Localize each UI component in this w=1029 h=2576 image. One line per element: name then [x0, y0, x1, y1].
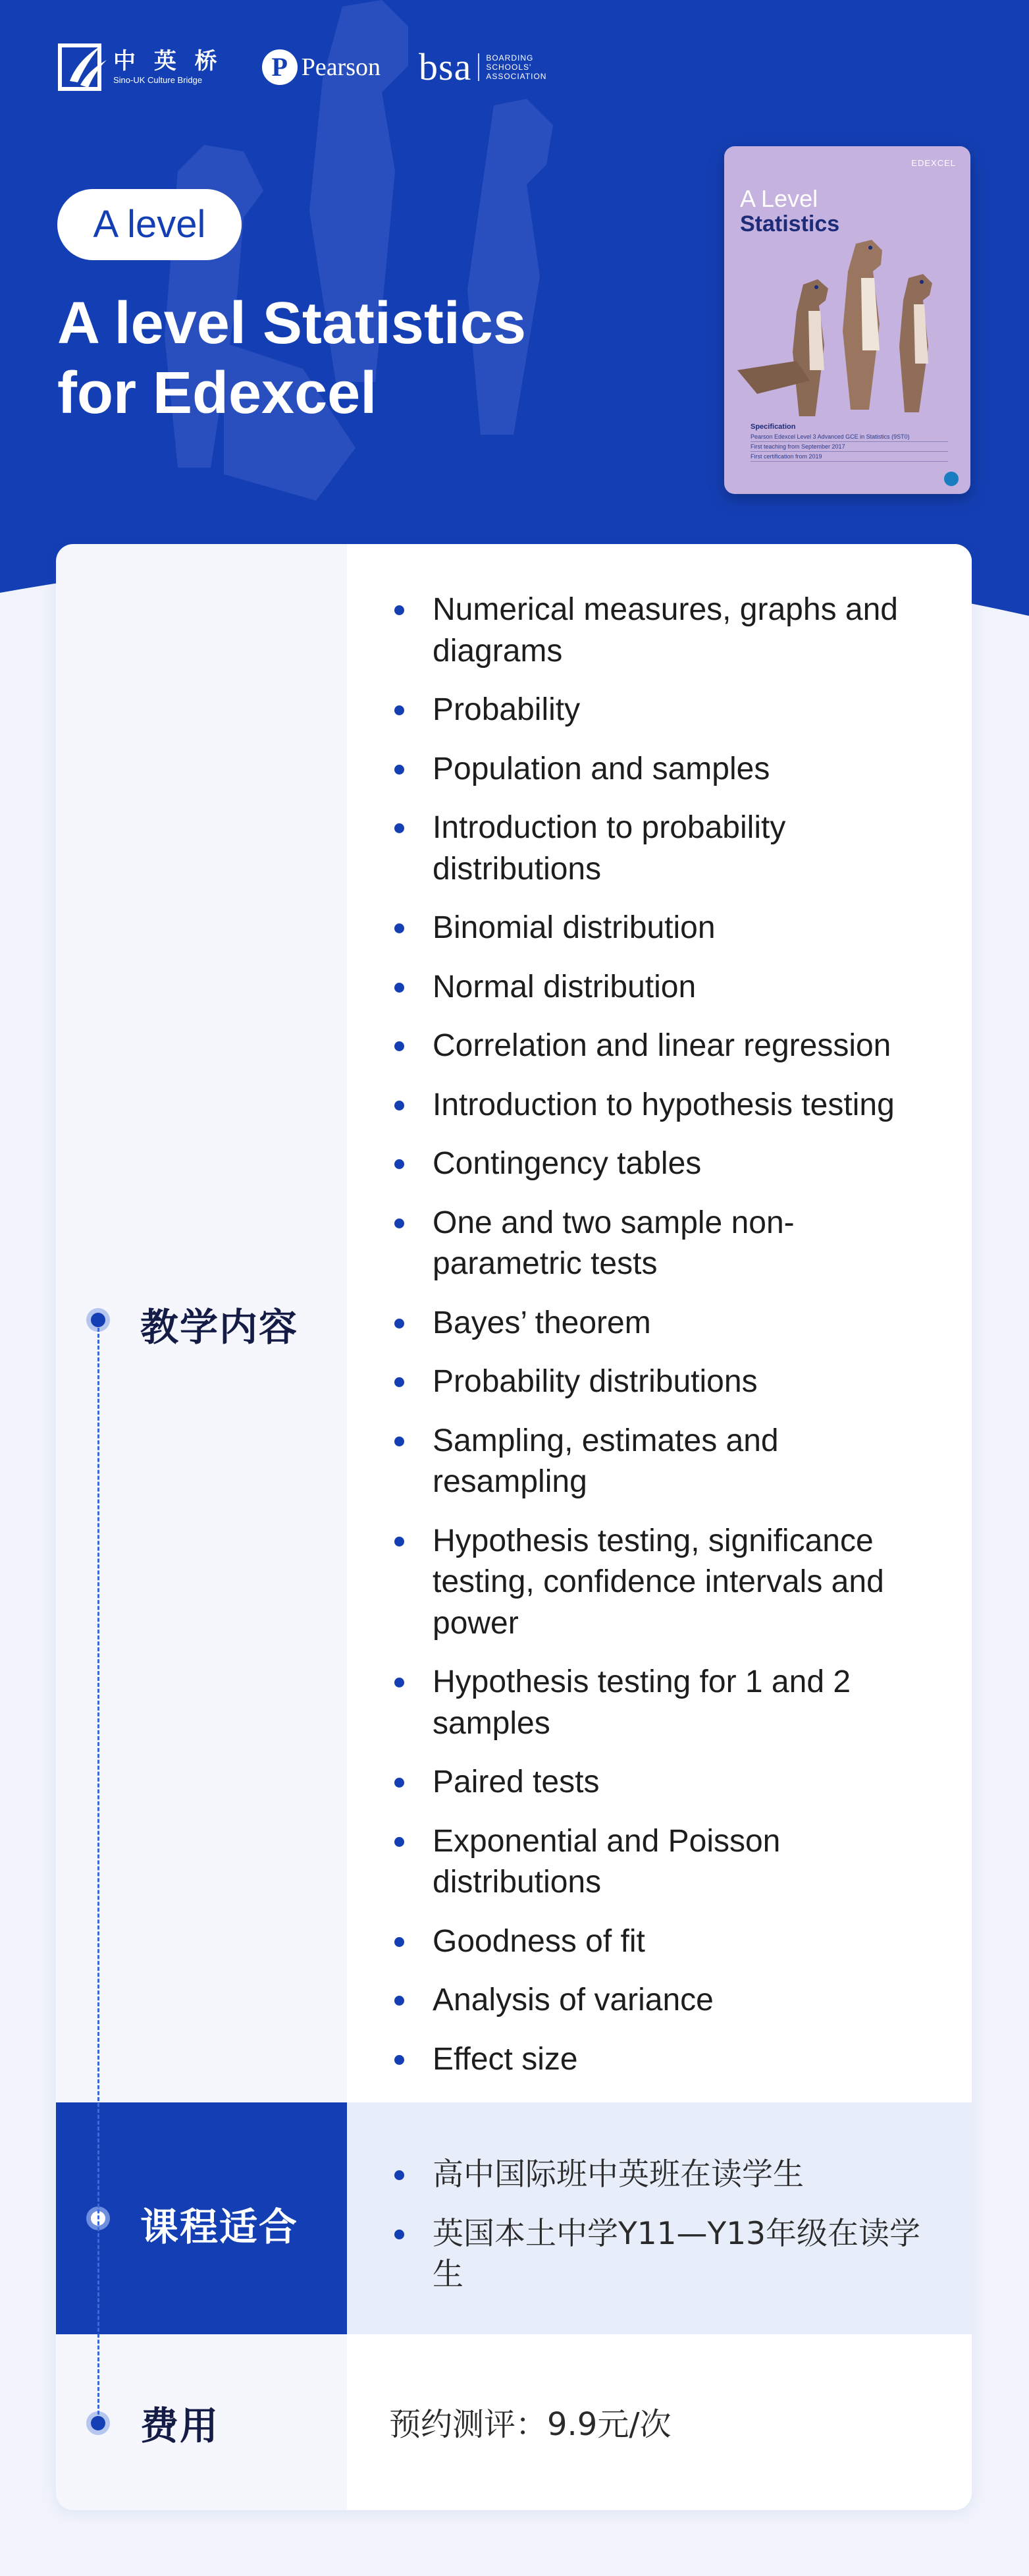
page-title-line: for Edexcel [57, 360, 377, 426]
audience-list [390, 2154, 937, 2314]
pearson-mark-icon: P [262, 49, 298, 85]
list-item: 高中国际班中英班在读学生 [390, 2154, 937, 2196]
section-body [347, 2102, 972, 2334]
section-label-column [56, 2102, 347, 2334]
book-spec-line: Pearson Edexcel Level 3 Advanced GCE in Statistics (9ST0) [751, 432, 948, 442]
list-item: Correlation and linear regression [390, 1026, 937, 1067]
timeline-connector [97, 1328, 99, 2415]
list-item: Paired tests [390, 1762, 937, 1803]
section-label: 课程适合 [140, 2205, 299, 2249]
sino-uk-en-name: Sino-UK Culture Bridge [113, 75, 203, 85]
list-item: Introduction to hypothesis testing [390, 1085, 937, 1126]
section-body [347, 544, 972, 2102]
list-item: Probability [390, 690, 937, 731]
level-tag: A level [57, 189, 242, 260]
list-item: Numerical measures, graphs and diagrams [390, 589, 937, 672]
suitable-for-section [56, 2102, 972, 2334]
sino-uk-cn-name: 中 英 桥 [113, 48, 223, 74]
textbook-cover [724, 146, 970, 494]
bsa-text-line: ASSOCIATION [486, 72, 547, 81]
list-item: Contingency tables [390, 1143, 937, 1185]
list-item: Analysis of variance [390, 1980, 937, 2021]
list-item: Introduction to probability distributions [390, 808, 937, 890]
teaching-content-section [56, 544, 972, 2102]
list-item: Hypothesis testing, significance testing, confidence intervals and power [390, 1521, 937, 1645]
book-spec-label: Specification [751, 423, 796, 431]
bsa-text-line: BOARDING [486, 53, 534, 63]
course-info-card [56, 544, 972, 2510]
fee-section [56, 2334, 972, 2510]
list-item: Exponential and Poisson distributions [390, 1821, 937, 1904]
list-item: 英国本土中学Y11—Y13年级在读学生 [390, 2214, 937, 2296]
book-specification [751, 422, 948, 462]
book-spec-line: First teaching from September 2017 [751, 442, 948, 452]
list-item: Binomial distribution [390, 908, 937, 949]
list-item: Sampling, estimates and resampling [390, 1421, 937, 1503]
sino-uk-emblem-icon [58, 41, 108, 93]
section-label: 费用 [140, 2403, 220, 2448]
list-item: Probability distributions [390, 1361, 937, 1403]
bsa-mark: bsa [419, 45, 472, 88]
pearson-logo [262, 49, 381, 85]
book-title: A Level [740, 185, 818, 212]
bsa-text-line: SCHOOLS' [486, 63, 532, 72]
page-title [57, 288, 584, 428]
list-item: Goodness of fit [390, 1921, 937, 1963]
page-title-line: A level Statistics [57, 290, 527, 356]
list-item: Normal distribution [390, 967, 937, 1008]
syllabus-list [390, 589, 937, 2098]
section-body [347, 2334, 972, 2510]
list-item: Effect size [390, 2039, 937, 2081]
pearson-name: Pearson [301, 53, 381, 81]
partner-logos [58, 41, 546, 94]
book-spec-line: First certification from 2019 [751, 452, 948, 462]
list-item: One and two sample non-parametric tests [390, 1203, 937, 1285]
section-label: 教学内容 [140, 1305, 299, 1350]
book-subtitle: Statistics [740, 211, 840, 236]
bsa-logo [419, 47, 546, 87]
meerkat-illustration [724, 238, 970, 416]
fee-text: 预约测评：9.9元/次 [389, 2406, 672, 2443]
list-item: Bayes’ theorem [390, 1303, 937, 1344]
book-publisher: EDEXCEL [911, 158, 956, 168]
list-item: Hypothesis testing for 1 and 2 samples [390, 1662, 937, 1744]
section-label-column [56, 2334, 347, 2510]
pearson-badge-icon [944, 472, 959, 486]
sino-uk-logo [58, 41, 223, 93]
section-label-column [56, 544, 347, 2102]
list-item: Population and samples [390, 749, 937, 790]
